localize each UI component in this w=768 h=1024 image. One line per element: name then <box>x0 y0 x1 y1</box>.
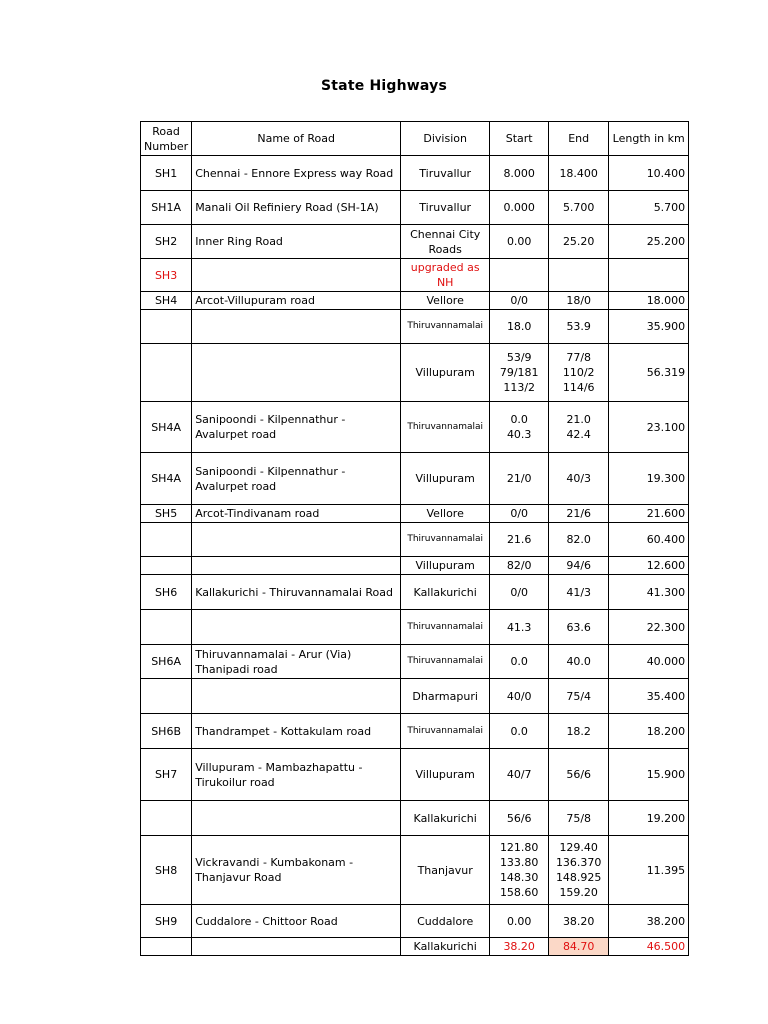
cell-road-name: Arcot-Tindivanam road <box>192 505 401 523</box>
cell-division: Villupuram <box>401 557 490 575</box>
cell-length: 60.400 <box>609 523 689 557</box>
cell-end-line: 84.70 <box>562 940 595 953</box>
table-row <box>141 938 689 956</box>
cell-end <box>549 749 609 801</box>
cell-division: Kallakurichi <box>401 801 490 836</box>
cell-end-line: 94/6 <box>566 559 592 572</box>
cell-end-line: 40.0 <box>566 655 591 668</box>
cell-start-line: 79/181 <box>499 366 539 379</box>
cell-end <box>549 714 609 749</box>
header-road-number: Road Number <box>141 122 192 156</box>
cell-road-number <box>141 523 192 557</box>
cell-division: Tiruvallur <box>401 156 490 191</box>
cell-division: Villupuram <box>401 749 490 801</box>
cell-road-name <box>192 679 401 714</box>
cell-road-number: SH5 <box>141 505 192 523</box>
cell-start-line: 0.0 <box>510 413 528 426</box>
cell-road-name: Kallakurichi - Thiruvannamalai Road <box>192 575 401 610</box>
cell-division: Thiruvannamalai <box>401 310 490 344</box>
cell-division: Villupuram <box>401 344 490 402</box>
cell-start-line: 40/0 <box>506 689 532 703</box>
cell-start <box>490 523 549 557</box>
cell-start <box>490 749 549 801</box>
cell-road-name <box>192 344 401 402</box>
cell-length: 15.900 <box>609 749 689 801</box>
page-title: State Highways <box>321 78 447 94</box>
table-row <box>141 575 689 610</box>
cell-start-line: 0.000 <box>503 201 535 214</box>
cell-road-number: SH4A <box>141 453 192 505</box>
cell-division: Dharmapuri <box>401 679 490 714</box>
cell-end-line: 18/0 <box>566 294 592 307</box>
cell-start <box>490 645 549 679</box>
table-row <box>141 836 689 905</box>
cell-start-line: 82/0 <box>506 559 532 572</box>
cell-length: 21.600 <box>609 505 689 523</box>
cell-start <box>490 310 549 344</box>
cell-division: Thiruvannamalai <box>401 645 490 679</box>
cell-start <box>490 402 549 453</box>
cell-end <box>549 610 609 645</box>
table-row <box>141 225 689 259</box>
cell-end <box>549 801 609 836</box>
cell-start-line: 0.0 <box>510 655 528 668</box>
cell-road-name: Manali Oil Refiniery Road (SH-1A) <box>192 191 401 225</box>
cell-division: Vellore <box>401 505 490 523</box>
table-row <box>141 310 689 344</box>
cell-length: 19.200 <box>609 801 689 836</box>
cell-start-line: 121.80 <box>499 841 539 854</box>
cell-end-line: 5.700 <box>562 201 595 214</box>
cell-length: 19.300 <box>609 453 689 505</box>
cell-division: Thiruvannamalai <box>401 523 490 557</box>
cell-start <box>490 938 549 956</box>
cell-road-number: SH1 <box>141 156 192 191</box>
cell-start <box>490 505 549 523</box>
cell-road-name: Arcot-Villupuram road <box>192 292 401 310</box>
cell-length: 11.395 <box>609 836 689 905</box>
cell-end-line: 41/3 <box>566 585 592 599</box>
cell-end <box>549 645 609 679</box>
cell-end-line: 110/2 <box>562 366 595 379</box>
cell-road-number: SH2 <box>141 225 192 259</box>
table-row <box>141 749 689 801</box>
cell-road-name <box>192 801 401 836</box>
cell-start-line: 133.80 <box>499 856 539 869</box>
cell-start <box>490 557 549 575</box>
table-header-row <box>141 122 689 156</box>
cell-end <box>549 836 609 905</box>
cell-road-name: Cuddalore - Chittoor Road <box>192 905 401 938</box>
table-row <box>141 505 689 523</box>
cell-end-line: 21.0 <box>566 413 591 426</box>
header-length: Length in km <box>609 122 689 156</box>
cell-road-name <box>192 610 401 645</box>
cell-road-name <box>192 938 401 956</box>
cell-start <box>490 610 549 645</box>
cell-road-name: Thiruvannamalai - Arur (Via) Thanipadi road <box>192 645 401 679</box>
cell-road-name: Villupuram - Mambazhapattu - Tirukoilur road <box>192 749 401 801</box>
cell-start-line: 148.30 <box>499 871 539 884</box>
cell-length: 35.900 <box>609 310 689 344</box>
cell-start-line: 56/6 <box>506 811 532 825</box>
table-row <box>141 557 689 575</box>
cell-start-line: 0/0 <box>510 507 529 520</box>
cell-road-name <box>192 310 401 344</box>
table-row <box>141 801 689 836</box>
header-division: Division <box>401 122 490 156</box>
cell-end-line: 159.20 <box>559 886 598 899</box>
cell-length: 46.500 <box>609 938 689 956</box>
cell-road-number: SH3 <box>141 259 192 292</box>
cell-road-name: Thandrampet - Kottakulam road <box>192 714 401 749</box>
cell-end <box>549 938 609 956</box>
cell-start <box>490 905 549 938</box>
cell-road-number <box>141 679 192 714</box>
cell-start-line: 113/2 <box>503 381 536 394</box>
cell-start-line: 21/0 <box>506 472 532 485</box>
cell-end-line: 18.2 <box>566 724 591 738</box>
cell-division: Villupuram <box>401 453 490 505</box>
cell-start-line: 40.3 <box>506 428 532 441</box>
cell-division: Cuddalore <box>401 905 490 938</box>
cell-start <box>490 836 549 905</box>
cell-end-line: 148.925 <box>555 871 602 884</box>
cell-start-line: 8.000 <box>503 166 535 180</box>
cell-end-line: 63.6 <box>566 620 591 634</box>
table-row <box>141 156 689 191</box>
cell-end <box>549 575 609 610</box>
table-row <box>141 191 689 225</box>
cell-end-line: 38.20 <box>562 914 595 928</box>
cell-start-line: 0/0 <box>510 294 529 307</box>
state-highways-table <box>140 121 689 956</box>
cell-road-number: SH9 <box>141 905 192 938</box>
cell-length: 22.300 <box>609 610 689 645</box>
cell-end <box>549 292 609 310</box>
cell-end-line: 129.40 <box>559 841 598 854</box>
cell-length: 12.600 <box>609 557 689 575</box>
cell-road-name: Vickravandi - Kumbakonam - Thanjavur Road <box>192 836 401 905</box>
cell-length: 40.000 <box>609 645 689 679</box>
cell-end <box>549 557 609 575</box>
cell-length: 10.400 <box>609 156 689 191</box>
cell-end <box>549 905 609 938</box>
header-end: End <box>549 122 609 156</box>
cell-length: 35.400 <box>609 679 689 714</box>
cell-road-number: SH6A <box>141 645 192 679</box>
cell-road-number: SH4A <box>141 402 192 453</box>
cell-road-number <box>141 310 192 344</box>
cell-length: 41.300 <box>609 575 689 610</box>
table-row <box>141 905 689 938</box>
cell-end-line: 53.9 <box>566 320 591 333</box>
cell-road-name: Inner Ring Road <box>192 225 401 259</box>
cell-start <box>490 292 549 310</box>
cell-length <box>609 259 689 292</box>
cell-road-name: Sanipoondi - Kilpennathur - Avalurpet road <box>192 402 401 453</box>
cell-road-number <box>141 344 192 402</box>
table-row <box>141 610 689 645</box>
cell-end <box>549 523 609 557</box>
cell-road-name: Chennai - Ennore Express way Road <box>192 156 401 191</box>
cell-start <box>490 259 549 292</box>
cell-end-line: 42.4 <box>566 428 591 441</box>
cell-division: Thanjavur <box>401 836 490 905</box>
cell-end <box>549 310 609 344</box>
cell-road-name: Sanipoondi - Kilpennathur - Avalurpet road <box>192 453 401 505</box>
cell-start-line: 40/7 <box>506 768 532 781</box>
cell-start-line: 0/0 <box>510 585 529 599</box>
cell-start <box>490 191 549 225</box>
cell-start-line: 38.20 <box>503 940 535 953</box>
cell-division: Chennai City Roads <box>401 225 490 259</box>
cell-start <box>490 344 549 402</box>
cell-start-line: 158.60 <box>499 886 539 899</box>
cell-road-number <box>141 938 192 956</box>
cell-length: 25.200 <box>609 225 689 259</box>
cell-road-name <box>192 259 401 292</box>
cell-start <box>490 801 549 836</box>
cell-end <box>549 679 609 714</box>
cell-end-line: 25.20 <box>562 235 595 248</box>
cell-division: Kallakurichi <box>401 938 490 956</box>
cell-end <box>549 259 609 292</box>
table-row <box>141 679 689 714</box>
cell-end <box>549 344 609 402</box>
cell-start <box>490 575 549 610</box>
cell-end-line: 40/3 <box>566 472 592 485</box>
cell-end-line: 136.370 <box>555 856 602 869</box>
cell-road-number <box>141 801 192 836</box>
cell-road-number: SH8 <box>141 836 192 905</box>
cell-start-line: 53/9 <box>506 351 532 364</box>
cell-end-line: 114/6 <box>562 381 595 394</box>
header-name: Name of Road <box>192 122 401 156</box>
cell-end-line: 75/8 <box>566 811 592 825</box>
cell-start <box>490 679 549 714</box>
table-row <box>141 523 689 557</box>
cell-road-name <box>192 523 401 557</box>
cell-end-line: 75/4 <box>566 689 592 703</box>
cell-end-line: 18.400 <box>559 166 598 180</box>
cell-end <box>549 453 609 505</box>
cell-division: Thiruvannamalai <box>401 714 490 749</box>
cell-road-number <box>141 610 192 645</box>
cell-end <box>549 191 609 225</box>
cell-start <box>490 453 549 505</box>
cell-end-line: 82.0 <box>566 533 591 546</box>
cell-start-line: 41.3 <box>506 620 532 634</box>
cell-division: Kallakurichi <box>401 575 490 610</box>
cell-road-number: SH6B <box>141 714 192 749</box>
cell-length: 5.700 <box>609 191 689 225</box>
cell-division: upgraded as NH <box>401 259 490 292</box>
cell-end <box>549 505 609 523</box>
table-row <box>141 259 689 292</box>
cell-road-number: SH4 <box>141 292 192 310</box>
cell-start <box>490 225 549 259</box>
cell-division: Tiruvallur <box>401 191 490 225</box>
cell-length: 18.200 <box>609 714 689 749</box>
table-row <box>141 344 689 402</box>
table-body <box>141 122 689 956</box>
cell-division: Thiruvannamalai <box>401 610 490 645</box>
table-row <box>141 645 689 679</box>
cell-end-line: 77/8 <box>566 351 592 364</box>
cell-road-number: SH7 <box>141 749 192 801</box>
cell-start-line: 0.0 <box>510 724 528 738</box>
cell-road-number: SH1A <box>141 191 192 225</box>
cell-road-number <box>141 557 192 575</box>
cell-start-line: 21.6 <box>506 533 532 546</box>
cell-length: 38.200 <box>609 905 689 938</box>
table-row <box>141 402 689 453</box>
cell-end <box>549 225 609 259</box>
cell-start <box>490 156 549 191</box>
cell-end-line: 56/6 <box>566 768 592 781</box>
cell-start-line: 0.00 <box>506 914 532 928</box>
table-row <box>141 714 689 749</box>
cell-division: Thiruvannamalai <box>401 402 490 453</box>
cell-road-name <box>192 557 401 575</box>
cell-end-line: 21/6 <box>566 507 592 520</box>
cell-end <box>549 402 609 453</box>
cell-end <box>549 156 609 191</box>
table-row <box>141 453 689 505</box>
table-row <box>141 292 689 310</box>
cell-length: 23.100 <box>609 402 689 453</box>
header-start: Start <box>490 122 549 156</box>
cell-road-number: SH6 <box>141 575 192 610</box>
cell-division: Vellore <box>401 292 490 310</box>
cell-length: 18.000 <box>609 292 689 310</box>
cell-start <box>490 714 549 749</box>
cell-start-line: 18.0 <box>506 320 532 333</box>
cell-length: 56.319 <box>609 344 689 402</box>
cell-start-line: 0.00 <box>506 235 532 248</box>
